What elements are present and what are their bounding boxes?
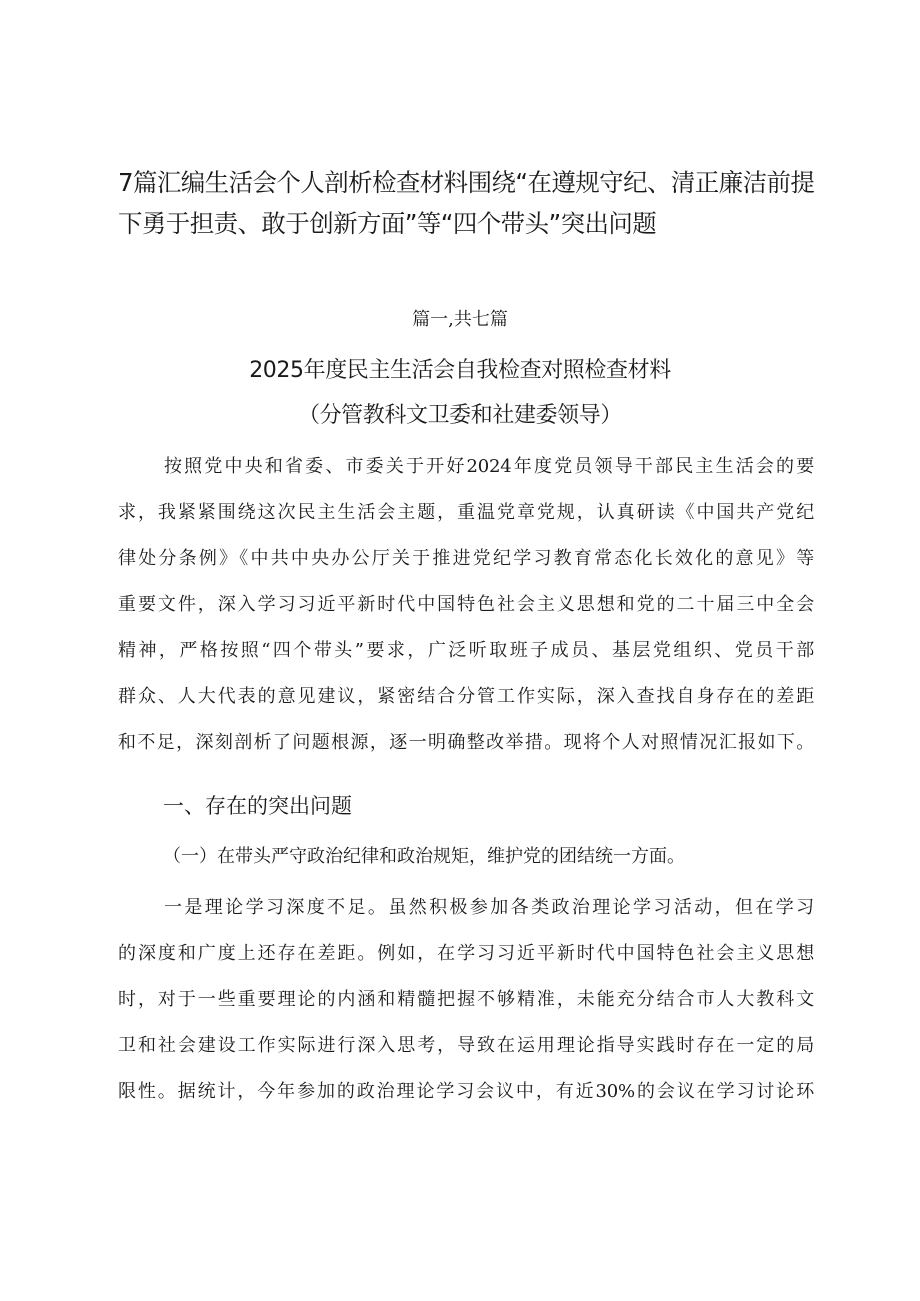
paragraph-line: 卫和社会建设工作实际进行深入思考，导致在运用理论指导实践时存在一定的局	[118, 1035, 814, 1056]
document-title-line: 7篇汇编生活会个人剖析检查材料围绕“在遵规守纪、清正廉洁前提	[118, 168, 815, 197]
paragraph-line: 一是理论学习深度不足。虽然积极参加各类政治理论学习活动，但在学习	[164, 897, 814, 918]
paragraph-line: 限性。据统计，今年参加的政治理论学习会议中，有近30%的会议在学习讨论环	[118, 1081, 814, 1102]
sub-heading: （一）在带头严守政治纪律和政治规矩，维护党的团结统一方面。	[163, 846, 685, 867]
paragraph-line: 律处分条例》《中共中央办公厅关于推进党纪学习教育常态化长效化的意见》等	[118, 548, 814, 569]
paragraph-line: 的深度和广度上还存在差距。例如，在学习习近平新时代中国特色社会主义思想	[118, 943, 814, 964]
paragraph-line: 求，我紧紧围绕这次民主生活会主题，重温党章党规，认真研读《中国共产党纪	[118, 502, 814, 523]
paragraph-line: 重要文件，深入学习习近平新时代中国特色社会主义思想和党的二十届三中全会	[118, 594, 814, 615]
paragraph-line: 时，对于一些重要理论的内涵和精髓把握不够精准，未能充分结合市人大教科文	[118, 989, 814, 1010]
paragraph-line: 精神，严格按照“四个带头”要求，广泛听取班子成员、基层党组织、党员干部	[118, 640, 814, 661]
paragraph-line: 按照党中央和省委、市委关于开好2024年度党员领导干部民主生活会的要	[164, 456, 814, 477]
document-title	[118, 162, 818, 244]
paragraph-line: 和不足，深刻剖析了问题根源，逐一明确整改举措。现将个人对照情况汇报如下。	[118, 732, 814, 753]
document-title-line: 下勇于担责、敢于创新方面”等“四个带头”突出问题	[118, 209, 657, 238]
paragraph-line: 群众、人大代表的意见建议，紧密结合分管工作实际，深入查找自身存在的差距	[118, 686, 814, 707]
section-heading: 一、存在的突出问题	[163, 794, 352, 818]
material-title: 2025年度民主生活会自我检查对照检查材料	[249, 358, 671, 383]
part-label: 篇一,共七篇	[412, 309, 508, 330]
material-subtitle: （分管教科文卫委和社建委领导）	[297, 403, 622, 428]
